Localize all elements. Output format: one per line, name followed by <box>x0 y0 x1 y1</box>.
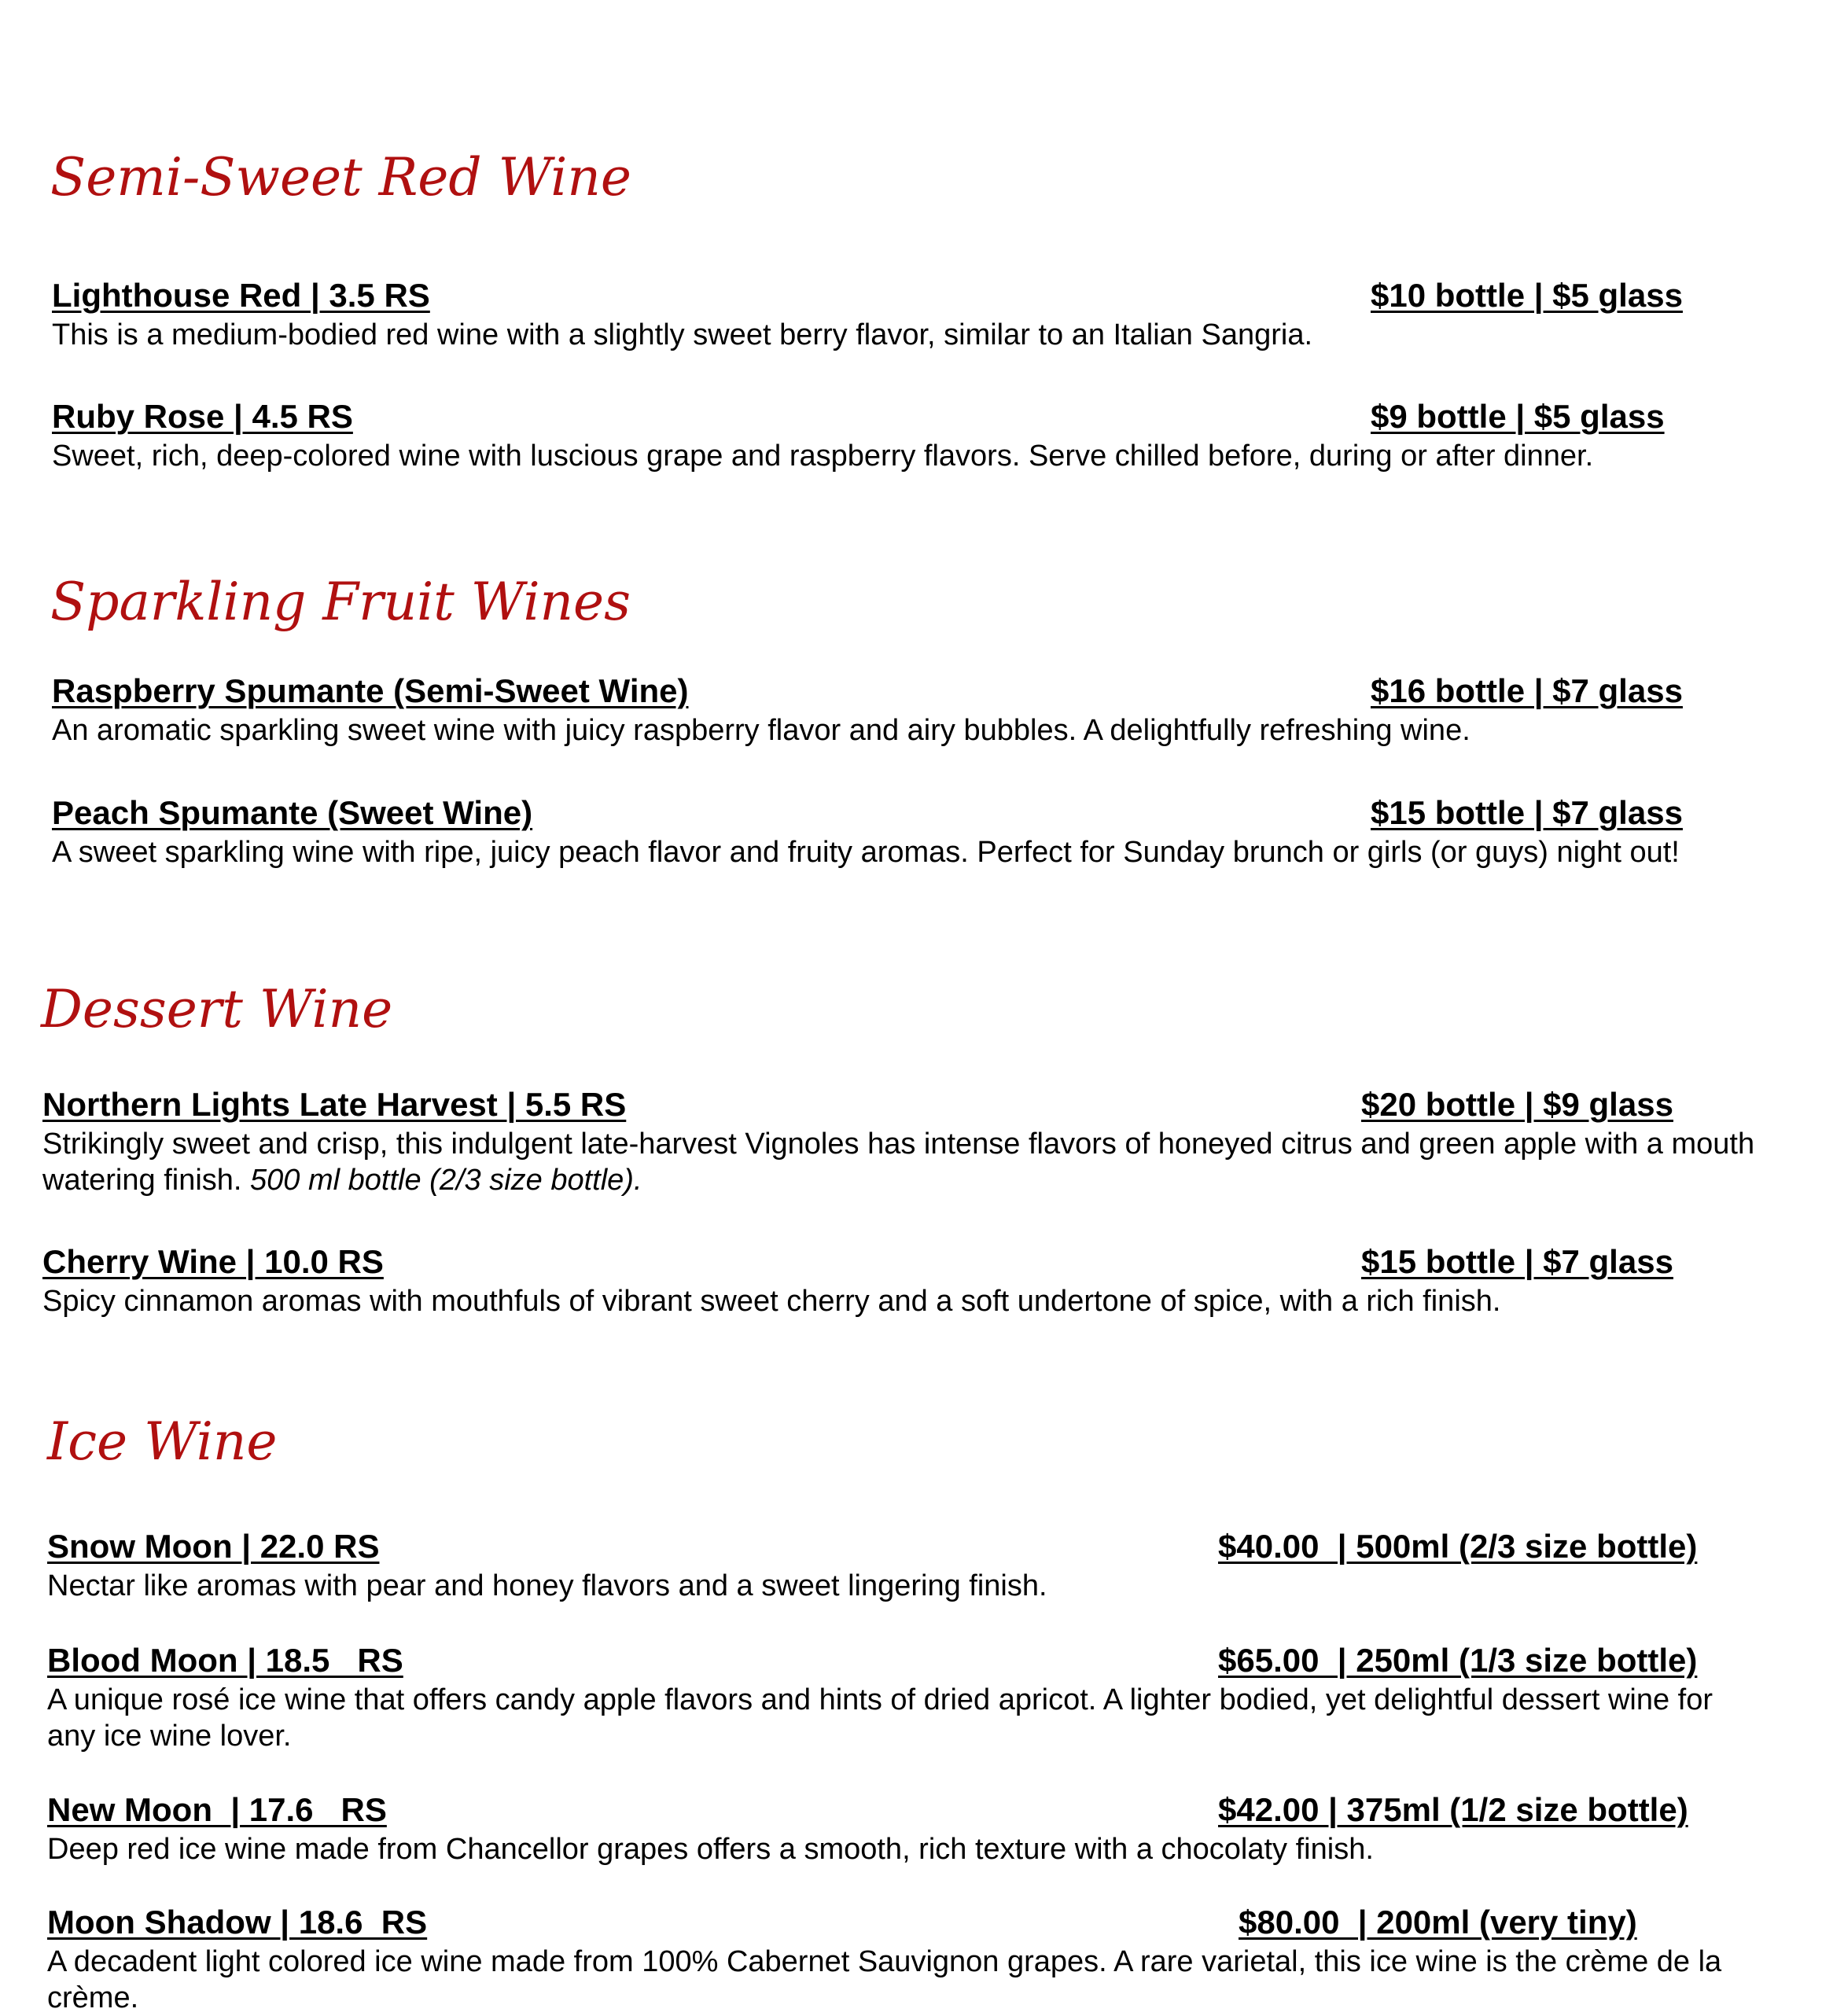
wine-name: Lighthouse Red | 3.5 RS <box>52 277 430 314</box>
wine-price: $42.00 | 375ml (1/2 size bottle) <box>1218 1791 1688 1828</box>
section-title-ice-wine: Ice Wine <box>47 1411 278 1472</box>
section-title-sparkling-fruit: Sparkling Fruit Wines <box>50 572 631 632</box>
wine-price: $10 bottle | $5 glass <box>1371 277 1683 314</box>
section-title-dessert: Dessert Wine <box>41 979 393 1039</box>
wine-description: Deep red ice wine made from Chancellor grapes offers a smooth, rich texture with a chocolaty finish. <box>47 1833 1374 1866</box>
wine-description: An aromatic sparkling sweet wine with juicy raspberry flavor and airy bubbles. A delightfully refreshing wine. <box>52 714 1470 747</box>
wine-name: Cherry Wine | 10.0 RS <box>42 1243 384 1280</box>
section-title-semi-sweet-red: Semi-Sweet Red Wine <box>50 147 631 208</box>
wine-price: $80.00 | 200ml (very tiny) <box>1239 1904 1637 1941</box>
wine-description-text: Strikingly sweet and crisp, this indulgent late-harvest Vignoles has intense flavors of honeyed citrus and green apple with a mouth watering finish. <box>42 1128 1755 1197</box>
wine-name: Blood Moon | 18.5 RS <box>47 1642 403 1679</box>
wine-description: Nectar like aromas with pear and honey flavors and a sweet lingering finish. <box>47 1569 1047 1602</box>
bottle-size-note: 500 ml bottle (2/3 size bottle). <box>250 1164 642 1197</box>
wine-price: $40.00 | 500ml (2/3 size bottle) <box>1218 1528 1698 1565</box>
wine-price: $15 bottle | $7 glass <box>1371 794 1683 831</box>
wine-name: Snow Moon | 22.0 RS <box>47 1528 380 1565</box>
wine-name: Northern Lights Late Harvest | 5.5 RS <box>42 1086 627 1123</box>
wine-name: Ruby Rose | 4.5 RS <box>52 398 353 435</box>
wine-price: $65.00 | 250ml (1/3 size bottle) <box>1218 1642 1698 1679</box>
wine-description: Sweet, rich, deep-colored wine with luscious grape and raspberry flavors. Serve chilled before, during or after dinner. <box>52 440 1594 473</box>
wine-description: A sweet sparkling wine with ripe, juicy peach flavor and fruity aromas. Perfect for Sunday brunch or girls (or guys) night out! <box>52 836 1680 869</box>
wine-price: $9 bottle | $5 glass <box>1371 398 1665 435</box>
wine-description: This is a medium-bodied red wine with a slightly sweet berry flavor, similar to an Italian Sangria. <box>52 318 1313 351</box>
wine-description: A unique rosé ice wine that offers candy apple flavors and hints of dried apricot. A lighter bodied, yet delightful dessert wine for any ice wine lover. <box>47 1683 1713 1753</box>
wine-name: New Moon | 17.6 RS <box>47 1791 387 1828</box>
wine-description <box>42 1126 1780 1198</box>
wine-price: $20 bottle | $9 glass <box>1361 1086 1673 1123</box>
wine-description: Spicy cinnamon aromas with mouthfuls of vibrant sweet cherry and a soft undertone of spice, with a rich finish. <box>42 1285 1501 1318</box>
wine-name: Moon Shadow | 18.6 RS <box>47 1904 428 1941</box>
wine-name: Peach Spumante (Sweet Wine) <box>52 794 533 831</box>
wine-description: A decadent light colored ice wine made from 100% Cabernet Sauvignon grapes. A rare varietal, this ice wine is the crème de la crème. <box>47 1945 1722 2014</box>
wine-name: Raspberry Spumante (Semi-Sweet Wine) <box>52 672 689 709</box>
wine-price: $15 bottle | $7 glass <box>1361 1243 1673 1280</box>
wine-price: $16 bottle | $7 glass <box>1371 672 1683 709</box>
